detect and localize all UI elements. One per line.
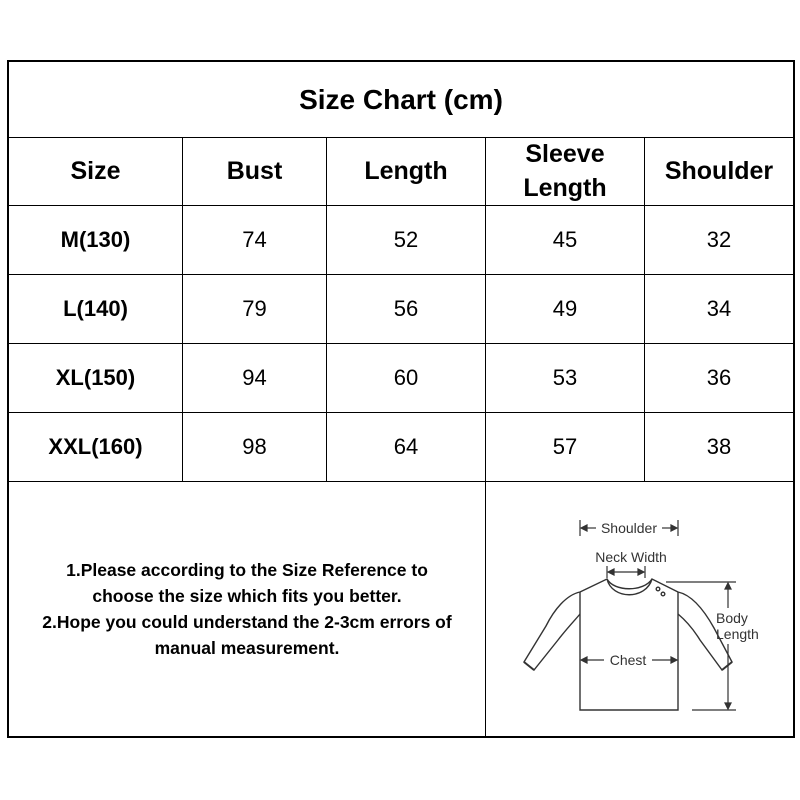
note-line-4: manual measurement.	[154, 638, 340, 658]
table-row	[9, 275, 793, 344]
table-row	[9, 206, 793, 275]
chest-label: Chest	[609, 652, 647, 668]
bust-cell: 79	[183, 275, 327, 343]
garment-diagram	[486, 482, 793, 736]
length-cell: 56	[327, 275, 486, 343]
header-sleeve-length	[486, 137, 645, 205]
header-length: Length	[327, 137, 486, 205]
note-line-2: choose the size which fits you better.	[92, 586, 402, 606]
note-line-1: 1.Please according to the Size Reference to	[66, 560, 428, 580]
shoulder-cell: 34	[706, 296, 732, 321]
size-cell: XL(150)	[9, 344, 183, 412]
header-sleeve-line1: Sleeve	[525, 140, 605, 168]
sweater-diagram-svg	[486, 482, 793, 736]
shoulder-label: Shoulder	[600, 520, 658, 536]
table-row	[9, 413, 793, 482]
bust-cell: 98	[183, 413, 327, 481]
size-cell: M(130)	[9, 206, 183, 274]
sweater-outline-icon	[524, 579, 732, 710]
sleeve-cell: 49	[486, 275, 645, 343]
table-header-row	[9, 137, 793, 206]
length-cell: 52	[327, 206, 486, 274]
body-length-arrow-icon	[666, 582, 736, 710]
header-bust: Bust	[183, 137, 327, 205]
header-shoulder: Shoulder	[664, 157, 774, 185]
size-cell: XXL(160)	[9, 413, 183, 481]
length-cell: 60	[327, 344, 486, 412]
shoulder-cell: 36	[706, 365, 732, 390]
body-length-label-line1: Body	[716, 610, 748, 626]
sleeve-cell: 45	[486, 206, 645, 274]
size-cell: L(140)	[9, 275, 183, 343]
neck-width-label: Neck Width	[595, 549, 667, 565]
shoulder-cell: 38	[706, 434, 732, 459]
sleeve-cell: 57	[486, 413, 645, 481]
size-chart-frame	[7, 60, 795, 738]
bottom-section	[9, 482, 793, 736]
measurement-notes	[9, 482, 486, 736]
bust-cell: 94	[183, 344, 327, 412]
sleeve-cell: 53	[486, 344, 645, 412]
size-table	[9, 137, 793, 482]
body-length-label-line2: Length	[716, 626, 759, 642]
note-line-3: 2.Hope you could understand the 2-3cm errors of	[42, 612, 452, 632]
header-sleeve-line2: Length	[523, 174, 607, 202]
shoulder-cell: 32	[706, 227, 732, 252]
table-row	[9, 344, 793, 413]
chart-title: Size Chart (cm)	[9, 62, 793, 138]
bust-cell: 74	[183, 206, 327, 274]
neck-width-arrow-icon	[607, 566, 645, 578]
header-size: Size	[9, 137, 183, 205]
length-cell: 64	[327, 413, 486, 481]
